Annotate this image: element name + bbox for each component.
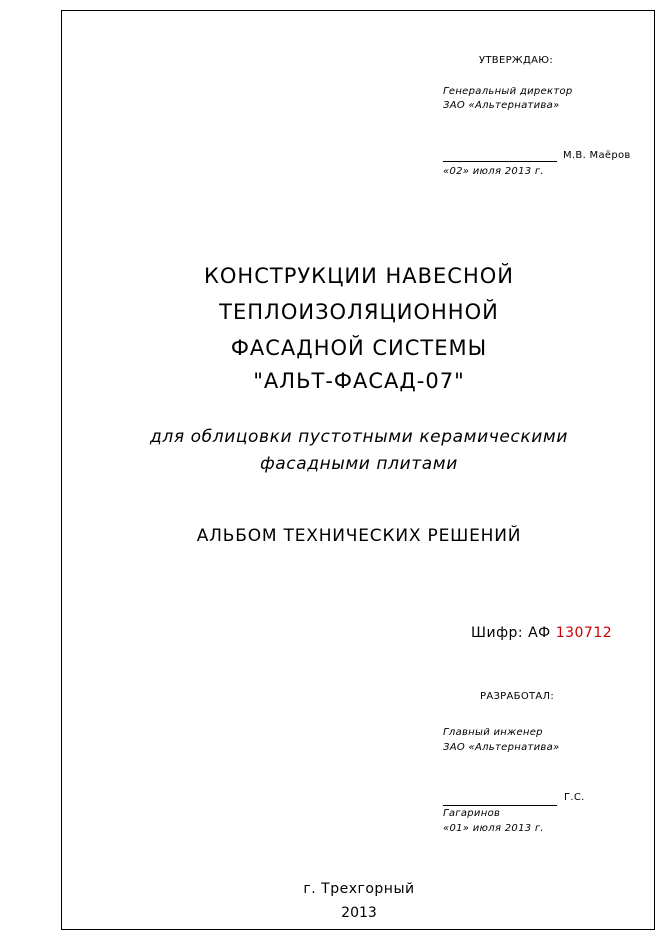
subtitle-line1: для облицовки пустотными керамическими [150, 427, 568, 447]
approval-role-line2: ЗАО «Альтернатива» [443, 100, 560, 111]
approval-heading: УТВЕРЖДАЮ: [479, 55, 554, 66]
title-line2: ТЕПЛОИЗОЛЯЦИОННОЙ [219, 300, 499, 324]
footer-city: г. Трехгорный [303, 881, 415, 897]
approval-role-line1: Генеральный директор [443, 86, 573, 97]
title-line3: ФАСАДНОЙ СИСТЕМЫ [230, 336, 488, 360]
developer-name-initials: Г.С. [564, 792, 585, 803]
approval-date: «02» июля 2013 г. [443, 166, 544, 177]
subtitle-line2: фасадными плитами [260, 454, 458, 474]
title-line1: КОНСТРУКЦИИ НАВЕСНОЙ [203, 264, 514, 288]
title-line4: "АЛЬТ-ФАСАД-07" [253, 369, 465, 393]
developer-signature-line [443, 793, 557, 806]
developer-role-line2: ЗАО «Альтернатива» [443, 742, 560, 753]
document-sheet [61, 10, 655, 930]
developer-date: «01» июля 2013 г. [443, 823, 544, 834]
developer-role-line1: Главный инженер [443, 727, 543, 738]
cipher-code: 130712 [555, 625, 613, 641]
developer-name-surname: Гагаринов [443, 808, 501, 819]
cipher-label: Шифр: АФ [471, 625, 551, 641]
approval-signature-line [443, 149, 557, 162]
cipher [471, 625, 612, 641]
footer-year: 2013 [341, 905, 377, 921]
developer-heading: РАЗРАБОТАЛ: [480, 691, 555, 702]
approval-name: М.В. Маёров [563, 150, 631, 161]
album-title: АЛЬБОМ ТЕХНИЧЕСКИХ РЕШЕНИЙ [196, 526, 522, 546]
